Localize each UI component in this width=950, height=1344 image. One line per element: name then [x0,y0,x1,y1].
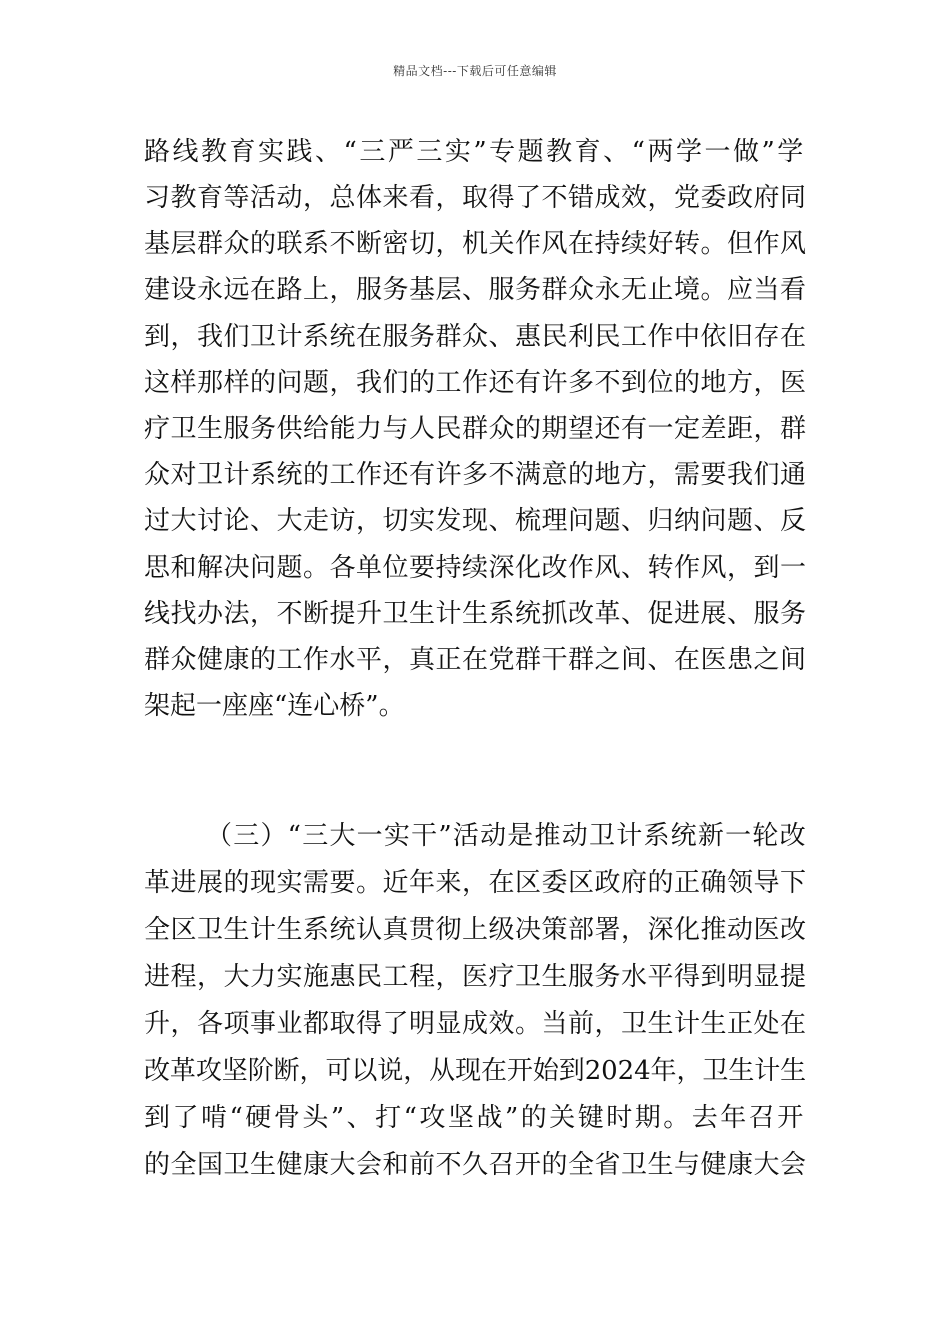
text-line: 全区卫生计生系统认真贯彻上级决策部署，深化推动医改 [144,915,807,945]
text-line: 改革攻坚阶断，可以说，从现在开始到2024年，卫生计生 [144,1056,807,1086]
text-line: 到，我们卫计系统在服务群众、惠民利民工作中依旧存在 [144,322,807,352]
text-line: 路线教育实践、“三严三实”专题教育、“两学一做”学 [144,137,806,167]
text-line: 架起一座座“连心桥”。 [144,691,405,721]
text-line: 升，各项事业都取得了明显成效。当前，卫生计生正处在 [144,1009,807,1039]
text-line: 疗卫生服务供给能力与人民群众的期望还有一定差距，群 [144,414,807,444]
text-line: 过大讨论、大走访，切实发现、梳理问题、归纳问题、反 [144,506,807,536]
text-line: 线找办法，不断提升卫生计生系统抓改革、促进展、服务 [144,599,807,629]
text-line: 习教育等活动，总体来看，取得了不错成效，党委政府同 [144,183,807,213]
text-line: 这样那样的问题，我们的工作还有许多不到位的地方，医 [144,368,807,398]
text-line: 思和解决问题。各单位要持续深化改作风、转作风，到一 [144,553,807,583]
text-line: 到了啃“硬骨头”、打“攻坚战”的关键时期。去年召开 [144,1103,806,1133]
text-line: 众对卫计系统的工作还有许多不满意的地方，需要我们通 [144,460,807,490]
text-line: （三）“三大一实干”活动是推动卫计系统新一轮改 [206,821,807,851]
text-line: 进程，大力实施惠民工程，医疗卫生服务水平得到明显提 [144,962,807,992]
text-line: 的全国卫生健康大会和前不久召开的全省卫生与健康大会 [144,1150,807,1180]
text-line: 建设永远在路上，服务基层、服务群众永无止境。应当看 [144,275,807,305]
text-line: 基层群众的联系不断密切，机关作风在持续好转。但作风 [144,229,807,259]
page-header: 精品文档---下载后可任意编辑 [393,64,557,78]
text-line: 革进展的现实需要。近年来，在区委区政府的正确领导下 [144,868,807,898]
text-line: 群众健康的工作水平，真正在党群干群之间、在医患之间 [144,645,807,675]
